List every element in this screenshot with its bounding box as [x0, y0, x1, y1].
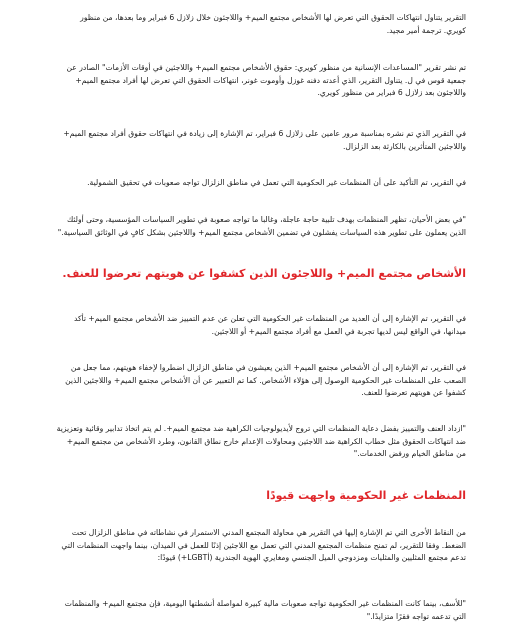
quote-hate-propaganda: "ازداد العنف والتمييز بفضل دعاية المنظمات التي تروج لأيديولوجيات الكراهية ضد مجتمع الميم+. لم يتم اتخاذ تدابير وقائية وتعزيزية ضد انتهاكات الحقوق مثل خطاب الكراهية ضد اللاجئين ومحاولات الإعدام خارج نطاق القانون، وطرد الأشخاص من مجتمع الميم+ من مناطق الخيام ورفض الخدمات." [56, 424, 466, 458]
section-heading-violence: الأشخاص مجتمع الميم+ واللاجئون الذين كشفوا عن هويتهم تعرضوا للعنف. [62, 267, 466, 280]
paragraph-anniversary: في التقرير الذي تم نشره بمناسبة مرور عامين على زلازل 6 فبراير، تم الإشارة إلى زيادة في انتهاكات حقوق أفراد مجتمع الميم+ واللاجئين المتأثرين بالكارثة بعد الزلزال. [63, 129, 466, 151]
paragraph-hiding-identity: في التقرير، تم الإشارة إلى أن الأشخاص مجتمع الميم+ الذين يعيشون في مناطق الزلزال اضطروا لإخفاء هويتهم، مما جعل من الصعب على المنظمات غير الحكومية الوصول إلى هؤلاء الأشخاص. كما تم التعبير عن أن الأشخاص مجتمع الميم+ واللاجئين الذين كشفوا عن هويتهم تعرضوا للعنف. [65, 363, 466, 397]
paragraph-non-discrimination: في التقرير، تم الإشارة إلى أن العديد من المنظمات غير الحكومية التي تعلن عن عدم التمييز ضد الأشخاص مجتمع الميم+ تأكد ميدانها، في الواقع ليس لديها تجربة في العمل مع أفراد مجتمع الميم+ أو اللاجئين. [73, 314, 466, 336]
paragraph-ngo-inclusivity: في التقرير، تم التأكيد على أن المنظمات غير الحكومية التي تعمل في مناطق الزلزال تواجه صعوبات في تحقيق الشمولية. [87, 178, 466, 187]
paragraph-intro: التقرير يتناول انتهاكات الحقوق التي تعرض لها الأشخاص مجتمع الميم+ واللاجئون خلال زلازل 6 فبراير وما بعدها، من منظور كويري. ترجمة أمير مجيد. [80, 13, 466, 35]
paragraph-report-publication: تم نشر تقرير "المساعدات الإنسانية من منظور كويري: حقوق الأشخاص مجتمع الميم+ واللاجئين في أوقات الأزمات" الصادر عن جمعية قوس في ل. يتناول التقرير، الذي أعدته دفنه غوزل وأوموت غونر، انتهاكات الحقوق التي تعرض لها أفراد مجتمع الميم+ واللاجئون بعد زلازل 6 فبراير من منظور كويري. [66, 63, 466, 97]
section-heading-restrictions: المنظمات غير الحكومية واجهت قيودًا [266, 489, 466, 502]
paragraph-civil-society-pressure: من النقاط الأخرى التي تم الإشارة إليها في التقرير هي محاولة المجتمع المدني الاستمرار في نشاطاته في مناطق الزلزال تحت الضغط. وفقا للتقرير، لم تمنح منظمات المجتمع المدني التي تعمل مع اللاجئين إذنًا للعمل في الميدان، بينما واجهت المنظمات التي تدعم مجتمع المثليين والمثليات ومزدوجي الميل الجنسي ومغايري الهوية الجندرية (LGBTİ+) قيودًا: [61, 528, 466, 562]
quote-financial-difficulties: "للأسف، بينما كانت المنظمات غير الحكومية تواجه صعوبات مالية كبيرة لمواصلة أنشطتها اليومية، فإن مجتمع الميم+ والمنظمات التي تدعمه تواجه فقرًا متزايدًا." [64, 599, 466, 621]
quote-policy-development: "في بعض الأحيان، تظهر المنظمات بهدف تلبية حاجة عاجلة، وغالبا ما تواجه صعوبة في تطوير السياسات المؤسسية، وحتى أولئك الذين يعملون على تطوير هذه السياسات يفشلون في تضمين الأشخاص مجتمع الميم+ واللاجئين بشكل كافٍ في الوثائق السياسية." [57, 215, 466, 237]
